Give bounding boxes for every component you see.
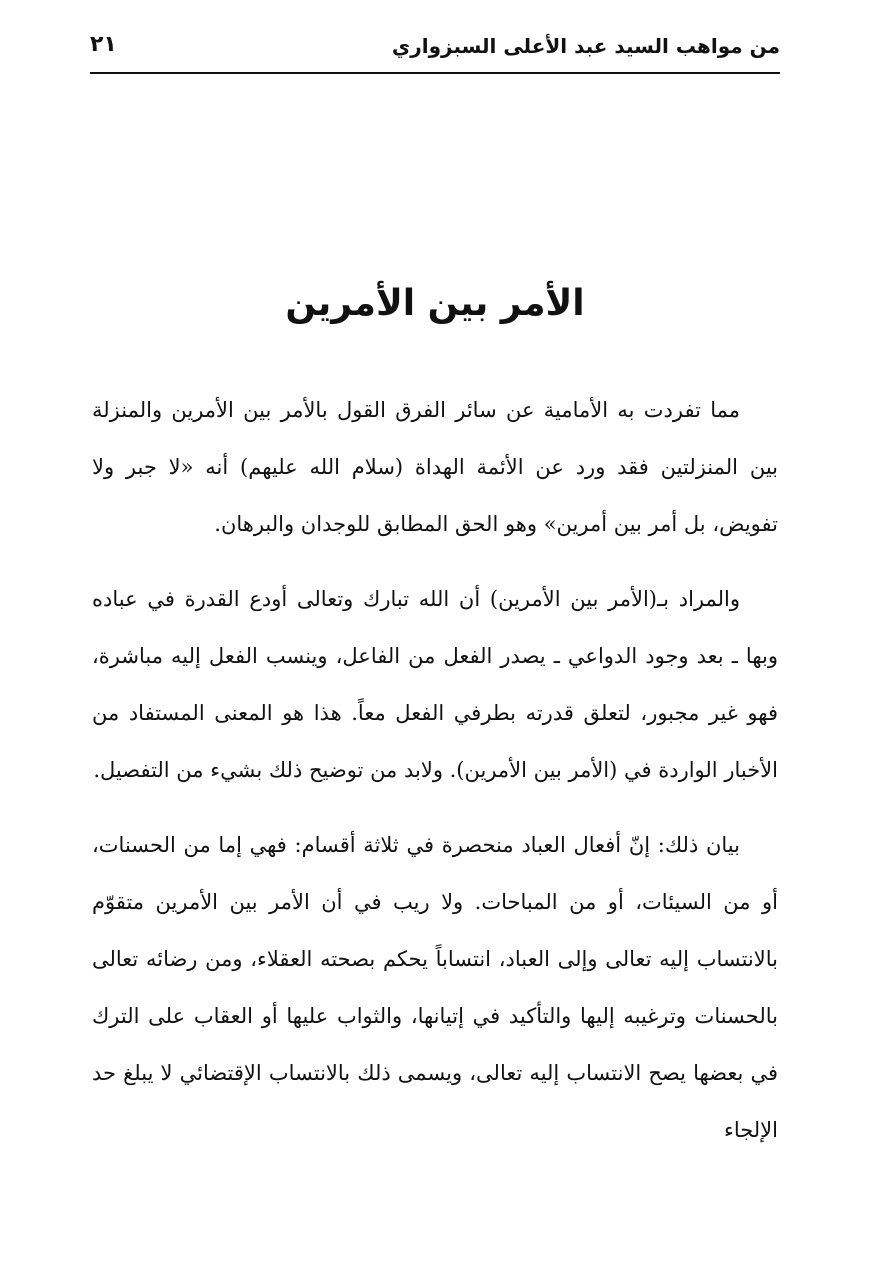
body-text	[92, 382, 778, 1177]
running-header	[90, 30, 780, 70]
running-title: من مواهب السيد عبد الأعلى السبزواري	[391, 34, 780, 58]
paragraph: بيان ذلك: إنّ أفعال العباد منحصرة في ثلاثة أقسام: فهي إما من الحسنات، أو من السيئات، أو من المباحات. ولا ريب في أن الأمر بين الأمرين متقوّم بالانتساب إليه تعالى وإلى العباد، انتساباً يحكم بصحته العقلاء، ومن رضائه تعالى بالحسنات وترغيبه إليها والتأكيد في إتيانها، والثواب عليها أو العقاب على الترك في بعضها يصح الانتساب إليه تعالى، ويسمى ذلك بالانتساب الإقتضائي لا يبلغ حد الإلجاء	[92, 833, 778, 1142]
page-number: ٢١	[90, 32, 117, 57]
paragraph: مما تفردت به الأمامية عن سائر الفرق القول بالأمر بين الأمرين والمنزلة بين المنزلتين فقد ورد عن الأئمة الهداة (سلام الله عليهم) أنه «لا جبر ولا تفويض، بل أمر بين أمرين» وهو الحق المطابق للوجدان والبرهان.	[92, 398, 778, 536]
paragraph: والمراد بـ(الأمر بين الأمرين) أن الله تبارك وتعالى أودع القدرة في عباده وبها ـ بعد وجود الدواعي ـ يصدر الفعل من الفاعل، وينسب الفعل إليه مباشرة، فهو غير مجبور، لتعلق قدرته بطرفي الفعل معاً. هذا هو المعنى المستفاد من الأخبار الواردة في (الأمر بين الأمرين). ولابد من توضيح ذلك بشيء من التفصيل.	[92, 587, 778, 782]
header-rule	[90, 72, 780, 74]
chapter-title: الأمر بين الأمرين	[285, 283, 585, 324]
